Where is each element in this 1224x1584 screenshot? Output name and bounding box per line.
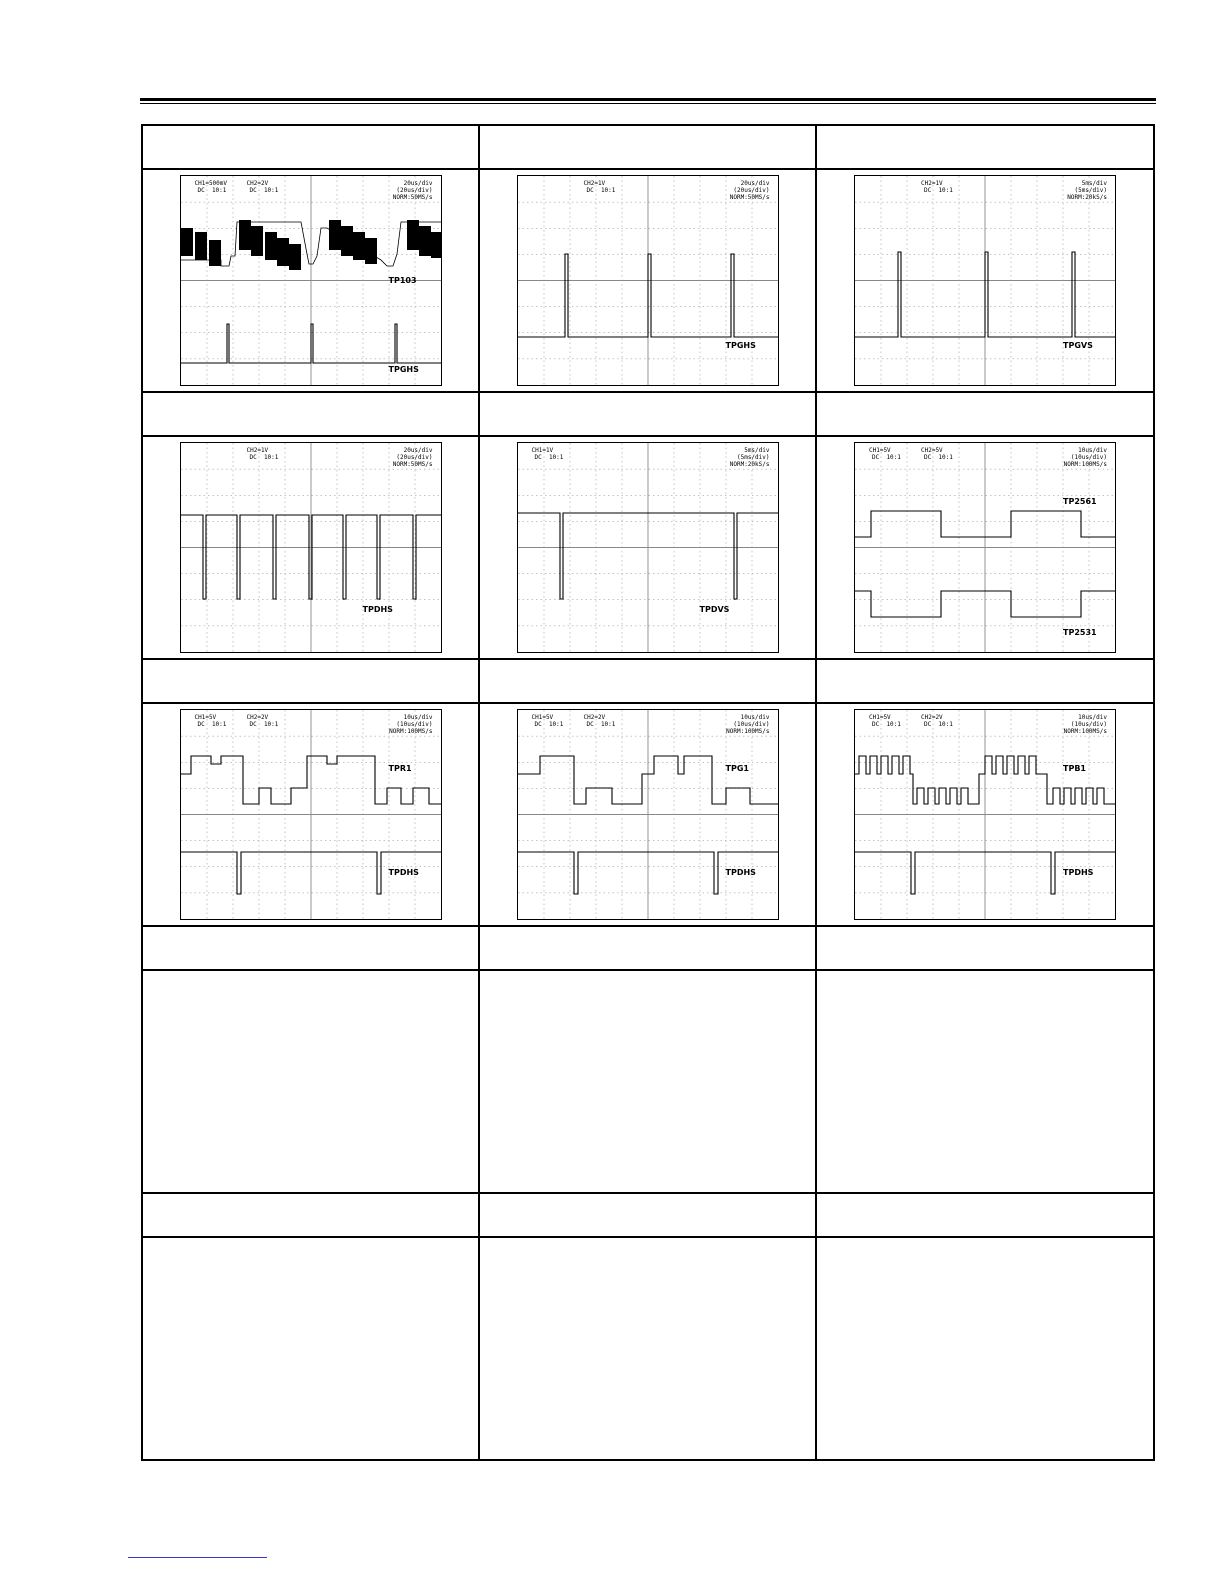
waveform-cell [816, 703, 1154, 926]
header-row-1 [142, 125, 1154, 169]
header-rule-thick [140, 98, 1156, 101]
timebase-delayed: (5ms/div) [1074, 187, 1107, 194]
waveform-cell [816, 436, 1154, 659]
timebase: 10us/div [1078, 447, 1107, 454]
scope-plot [181, 443, 441, 652]
test-point-label: TPDVS [699, 605, 730, 614]
sample-rate: NORM:100MS/s [726, 728, 770, 735]
test-point-label: TPGHS [388, 365, 419, 374]
test-point-label: TPGHS [725, 341, 756, 350]
ch2-coupling: DC 10:1 [586, 187, 616, 194]
timebase-readout [1064, 447, 1107, 468]
sample-rate: NORM:50MS/s [392, 461, 433, 468]
timebase-delayed: (10us/div) [396, 721, 433, 728]
timebase: 20us/div [740, 180, 770, 187]
header-cell [142, 659, 479, 703]
oscilloscope-screen [180, 175, 442, 386]
ch2-coupling: DC 10:1 [924, 721, 953, 728]
timebase-readout [726, 714, 769, 735]
ch1-coupling: DC 10:1 [197, 721, 227, 728]
waveform-row-1 [142, 169, 1154, 392]
ch1-coupling: DC 10:1 [534, 454, 564, 461]
waveform-table [141, 124, 1155, 1461]
header-cell [142, 926, 479, 970]
timebase-delayed: (10us/div) [1070, 721, 1107, 728]
header-row-2 [142, 392, 1154, 436]
blank-row-1 [142, 970, 1154, 1193]
waveform-row-3 [142, 703, 1154, 926]
ch2-scale: CH2=2V [921, 714, 943, 721]
waveform-cell [479, 169, 816, 392]
waveform-ch2 [518, 254, 778, 337]
timebase-readout [1064, 714, 1107, 735]
oscilloscope-screen [180, 709, 442, 920]
blank-row-2 [142, 1237, 1154, 1460]
graticule [181, 710, 441, 919]
ch2-coupling: DC 10:1 [586, 721, 616, 728]
ch2-scale: CH2=1V [246, 447, 269, 454]
graticule [518, 443, 778, 652]
header-cell [479, 392, 816, 436]
ch2-scale: CH2=1V [921, 180, 943, 187]
timebase-readout [393, 180, 433, 201]
timebase: 5ms/div [1081, 180, 1107, 187]
ch1-scale: CH1=5V [194, 714, 217, 721]
ch1-scale: CH1=5V [869, 714, 891, 721]
header-cell [816, 125, 1154, 169]
test-point-label: TP2531 [1063, 628, 1097, 637]
oscilloscope-screen [517, 709, 779, 920]
ch2-coupling: DC 10:1 [249, 187, 279, 194]
ch2-scale: CH2=1V [583, 180, 606, 187]
oscilloscope-screen [517, 442, 779, 653]
scope-plot [181, 710, 441, 919]
timebase-delayed: (10us/div) [1070, 454, 1107, 461]
empty-cell [816, 970, 1154, 1193]
header-cell [816, 392, 1154, 436]
ch2-coupling: DC 10:1 [249, 454, 279, 461]
waveform-cell [479, 436, 816, 659]
timebase-readout [730, 447, 770, 468]
graticule [518, 710, 778, 919]
scope-plot [855, 710, 1115, 919]
header-row-4 [142, 926, 1154, 970]
scope-plot [518, 710, 778, 919]
timebase-delayed: (5ms/div) [736, 454, 770, 461]
ch1-scale: CH1=500mV [194, 180, 228, 187]
ch2-coupling: DC 10:1 [924, 454, 953, 461]
oscilloscope-screen [180, 442, 442, 653]
graticule [855, 443, 1115, 652]
waveform-cell [142, 169, 479, 392]
ch1-scale: CH1=5V [531, 714, 554, 721]
timebase-readout [393, 447, 433, 468]
timebase-readout [730, 180, 770, 201]
footer-rule [128, 1557, 267, 1558]
timebase: 20us/div [403, 447, 433, 454]
header-cell [479, 125, 816, 169]
header-cell [816, 1193, 1154, 1237]
sample-rate: NORM:50MS/s [392, 194, 433, 201]
header-cell [479, 1193, 816, 1237]
ch2-coupling: DC 10:1 [924, 187, 953, 194]
timebase-delayed: (20us/div) [733, 187, 770, 194]
empty-cell [816, 1237, 1154, 1460]
timebase: 10us/div [740, 714, 770, 721]
header-row-5 [142, 1193, 1154, 1237]
header-cell [816, 659, 1154, 703]
header-cell [479, 659, 816, 703]
test-point-label: TP2561 [1063, 497, 1097, 506]
test-point-label: TPDHS [388, 868, 419, 877]
waveform-cell [479, 703, 816, 926]
test-point-label: TPG1 [725, 764, 749, 773]
oscilloscope-screen [854, 175, 1116, 386]
timebase: 5ms/div [744, 447, 770, 454]
scope-plot [855, 443, 1115, 652]
test-point-label: TPB1 [1063, 764, 1086, 773]
waveform-cell [142, 436, 479, 659]
oscilloscope-screen [854, 442, 1116, 653]
test-point-label: TP103 [388, 276, 417, 285]
sample-rate: NORM:50MS/s [729, 194, 770, 201]
header-cell [142, 125, 479, 169]
timebase: 20us/div [403, 180, 433, 187]
ch1-coupling: DC 10:1 [872, 454, 901, 461]
scope-plot [518, 176, 778, 385]
ch1-coupling: DC 10:1 [534, 721, 564, 728]
header-row-3 [142, 659, 1154, 703]
scope-plot [855, 176, 1115, 385]
empty-cell [479, 970, 816, 1193]
ch1-coupling: DC 10:1 [197, 187, 227, 194]
waveform-cell [816, 169, 1154, 392]
header-cell [479, 926, 816, 970]
oscilloscope-screen [854, 709, 1116, 920]
empty-cell [142, 1237, 479, 1460]
ch2-scale: CH2=5V [921, 447, 943, 454]
header-cell [142, 392, 479, 436]
timebase-readout [1067, 180, 1107, 201]
header-cell [816, 926, 1154, 970]
ch2-scale: CH2=2V [583, 714, 606, 721]
test-point-label: TPR1 [388, 764, 412, 773]
ch2-coupling: DC 10:1 [249, 721, 279, 728]
empty-cell [142, 970, 479, 1193]
ch1-scale: CH1=5V [869, 447, 891, 454]
oscilloscope-screen [517, 175, 779, 386]
ch1-coupling: DC 10:1 [872, 721, 901, 728]
header-rule-thin [140, 103, 1156, 104]
test-point-label: TPDHS [362, 605, 393, 614]
test-point-label: TPDHS [1063, 868, 1094, 877]
timebase-delayed: (10us/div) [733, 721, 770, 728]
timebase-delayed: (20us/div) [396, 187, 433, 194]
empty-cell [479, 1237, 816, 1460]
header-cell [142, 1193, 479, 1237]
waveform-ch2 [181, 324, 441, 363]
timebase-delayed: (20us/div) [396, 454, 433, 461]
sample-rate: NORM:100MS/s [1063, 461, 1107, 468]
waveform-row-2 [142, 436, 1154, 659]
test-point-label: TPGVS [1063, 341, 1093, 350]
graticule [855, 710, 1115, 919]
waveform-ch2 [855, 252, 1115, 337]
ch2-scale: CH2=2V [246, 714, 269, 721]
ch2-scale: CH2=2V [246, 180, 269, 187]
waveform-cell [142, 703, 479, 926]
sample-rate: NORM:20kS/s [1067, 194, 1107, 201]
timebase: 10us/div [403, 714, 433, 721]
timebase-readout [389, 714, 432, 735]
sample-rate: NORM:20kS/s [729, 461, 770, 468]
test-point-label: TPDHS [725, 868, 756, 877]
sample-rate: NORM:100MS/s [1063, 728, 1107, 735]
scope-plot [518, 443, 778, 652]
graticule [181, 443, 441, 652]
ch1-scale: CH1=1V [531, 447, 554, 454]
sample-rate: NORM:100MS/s [389, 728, 433, 735]
timebase: 10us/div [1078, 714, 1107, 721]
